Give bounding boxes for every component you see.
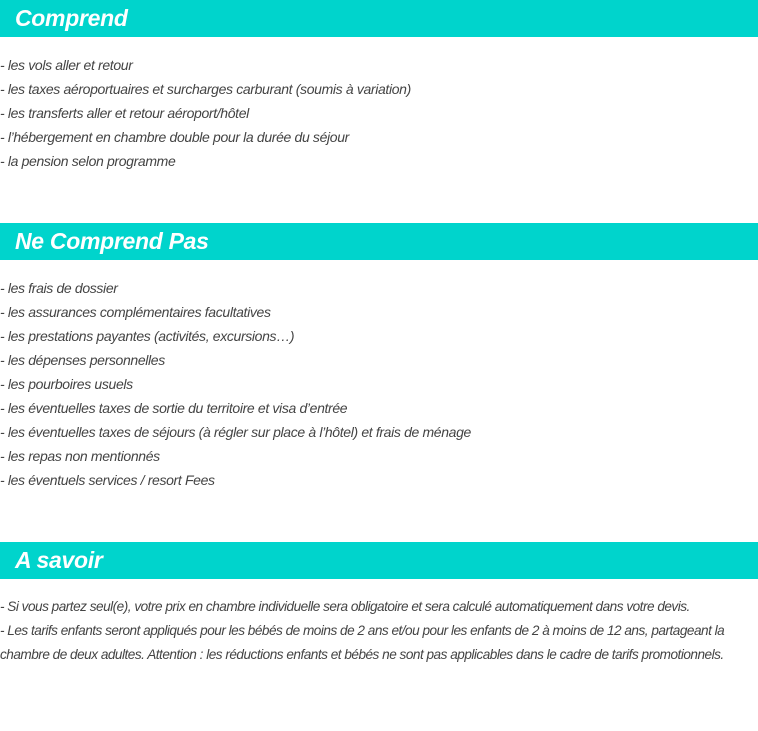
section-a-savoir bbox=[0, 542, 758, 667]
section-ne-comprend-pas bbox=[0, 223, 758, 492]
list-item: - les taxes aéroportuaires et surcharges carburant (soumis à variation) bbox=[0, 81, 411, 97]
section-title: A savoir bbox=[0, 542, 758, 579]
list-item: - la pension selon programme bbox=[0, 153, 176, 169]
list-item: - les repas non mentionnés bbox=[0, 448, 160, 464]
list-item: - les assurances complémentaires facultatives bbox=[0, 304, 271, 320]
list-item: - les éventuelles taxes de sortie du territoire et visa d’entrée bbox=[0, 400, 348, 416]
list-item: - les éventuels services / resort Fees bbox=[0, 472, 215, 488]
list-item: - les frais de dossier bbox=[0, 280, 118, 296]
info-paragraphs bbox=[0, 595, 758, 667]
section-title: Ne Comprend Pas bbox=[0, 223, 758, 260]
list-item: - les prestations payantes (activités, excursions…) bbox=[0, 328, 295, 344]
list-item: - les pourboires usuels bbox=[0, 376, 133, 392]
list-item: - les transferts aller et retour aéroport/hôtel bbox=[0, 105, 249, 121]
info-paragraph: - Les tarifs enfants seront appliqués pour les bébés de moins de 2 ans et/ou pour les enfants de 2 à moins de 12 ans, partageant la chambre de deux adultes. Attention : les réductions enfants et bébés ne sont pas applicables dans le cadre de tarifs promotionnels. bbox=[0, 623, 725, 662]
info-paragraph: - Si vous partez seul(e), votre prix en chambre individuelle sera obligatoire et sera calculé automatiquement dans votre devis. bbox=[0, 599, 690, 614]
included-list bbox=[0, 53, 758, 173]
excluded-list bbox=[0, 276, 758, 492]
list-item: - les vols aller et retour bbox=[0, 57, 133, 73]
list-item: - les éventuelles taxes de séjours (à régler sur place à l’hôtel) et frais de ménage bbox=[0, 424, 471, 440]
list-item: - l’hébergement en chambre double pour la durée du séjour bbox=[0, 129, 349, 145]
section-comprend bbox=[0, 0, 758, 173]
list-item: - les dépenses personnelles bbox=[0, 352, 165, 368]
section-title: Comprend bbox=[0, 0, 758, 37]
